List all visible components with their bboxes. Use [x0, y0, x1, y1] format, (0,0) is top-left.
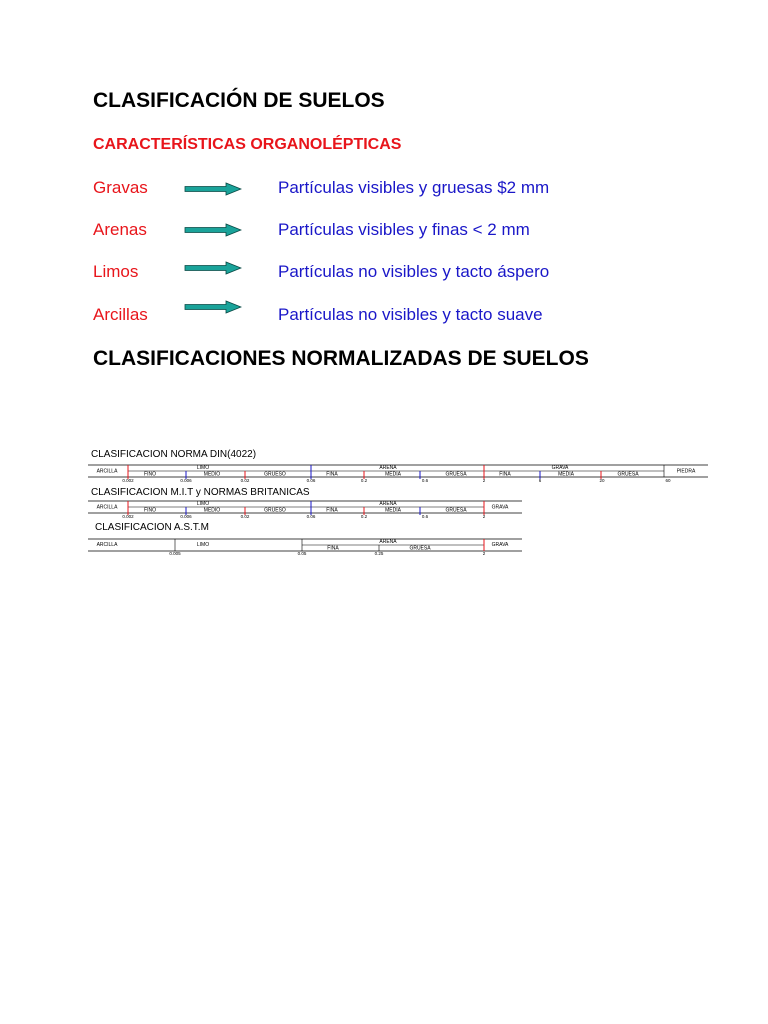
din-sub-media-2: MEDIA [558, 471, 574, 478]
din-sub-media: MEDIA [385, 471, 401, 478]
din-group-piedra: PIEDRA [676, 468, 696, 475]
mit-sub-fino: FINO [144, 507, 156, 514]
mit-tick: 0.002 [122, 514, 134, 519]
din-tick: 0.06 [306, 478, 316, 483]
din-tick: 2 [482, 478, 486, 483]
mit-sub-medio: MEDIO [203, 507, 221, 514]
din-tick: 0.6 [421, 478, 429, 483]
astm-tick: 0.005 [169, 551, 181, 556]
mit-tick: 0.006 [180, 514, 192, 519]
right-arrow-icon [184, 182, 242, 196]
astm-group-limo: LIMO [196, 542, 210, 548]
din-tick: 0.002 [122, 478, 134, 483]
mit-tick: 0.2 [360, 514, 368, 519]
din-sub-fino: FINO [144, 471, 156, 478]
mit-tick: 0.6 [421, 514, 429, 519]
term-arcillas: Arcillas [93, 305, 148, 324]
mit-sub-fina: FINA [326, 507, 338, 514]
din-sub-fina: FINA [326, 471, 338, 478]
din-sub-fina-2: FINA [499, 471, 511, 478]
din-caption: CLASIFICACION NORMA DIN(4022) [91, 449, 257, 460]
desc-limos: Partículas no visibles y tacto áspero [278, 262, 550, 281]
din-group-arcilla: ARCILLA [96, 468, 118, 475]
astm-table [88, 539, 522, 556]
din-tick: 6 [538, 478, 542, 483]
din-sub-medio: MEDIO [203, 471, 221, 478]
din-tick: 0.2 [360, 478, 368, 483]
term-gravas: Gravas [93, 178, 148, 197]
din-sub-gruesa-2: GRUESA [617, 471, 639, 478]
astm-tick: 0.25 [374, 551, 384, 556]
astm-group-grava: GRAVA [491, 542, 509, 548]
din-sub-grueso: GRUESO [264, 471, 286, 478]
classification-tables [0, 460, 768, 560]
desc-arcillas: Partículas no visibles y tacto suave [278, 305, 543, 324]
mit-group-arcilla: ARCILLA [96, 504, 118, 511]
term-arenas: Arenas [93, 220, 147, 239]
desc-gravas: Partículas visibles y gruesas $2 mm [278, 178, 550, 197]
page-title: CLASIFICACIÓN DE SUELOS [93, 89, 385, 112]
section-subtitle: CARACTERÍSTICAS ORGANOLÉPTICAS [93, 136, 402, 153]
mit-caption: CLASIFICACION M.I.T y NORMAS BRITANICAS [91, 487, 310, 498]
astm-group-arcilla: ARCILLA [96, 542, 118, 548]
astm-caption: CLASIFICACION A.S.T.M [95, 522, 209, 533]
din-tick: 20 [599, 478, 605, 483]
desc-arenas: Partículas visibles y finas < 2 mm [278, 220, 530, 239]
mit-group-grava: GRAVA [491, 504, 509, 511]
right-arrow-icon [184, 223, 242, 237]
term-limos: Limos [93, 262, 139, 281]
astm-tick: 0.05 [297, 551, 307, 556]
right-arrow-icon [184, 300, 242, 314]
din-tick: 0.02 [240, 478, 250, 483]
mit-group-limo: LIMO [196, 501, 210, 507]
mit-group-arena: ARENA [379, 501, 397, 507]
din-sub-gruesa: GRUESA [445, 471, 467, 478]
din-group-limo: LIMO [196, 465, 210, 471]
mit-table [88, 501, 522, 519]
din-group-grava: GRAVA [551, 465, 569, 471]
mit-tick: 0.06 [306, 514, 316, 519]
astm-tick: 2 [482, 551, 486, 556]
mit-sub-grueso: GRUESO [264, 507, 286, 514]
din-tick: 60 [665, 478, 671, 483]
section-title: CLASIFICACIONES NORMALIZADAS DE SUELOS [93, 347, 589, 370]
din-table [88, 465, 708, 483]
astm-sub-gruesa: GRUESA [409, 545, 431, 552]
mit-tick: 0.02 [240, 514, 250, 519]
din-group-arena: ARENA [379, 465, 397, 471]
right-arrow-icon [184, 261, 242, 275]
din-tick: 0.006 [180, 478, 192, 483]
astm-sub-fina: FINA [327, 545, 339, 552]
mit-sub-gruesa: GRUESA [445, 507, 467, 514]
mit-tick: 2 [482, 514, 486, 519]
mit-sub-media: MEDIA [385, 507, 401, 514]
astm-group-arena: ARENA [379, 539, 397, 545]
